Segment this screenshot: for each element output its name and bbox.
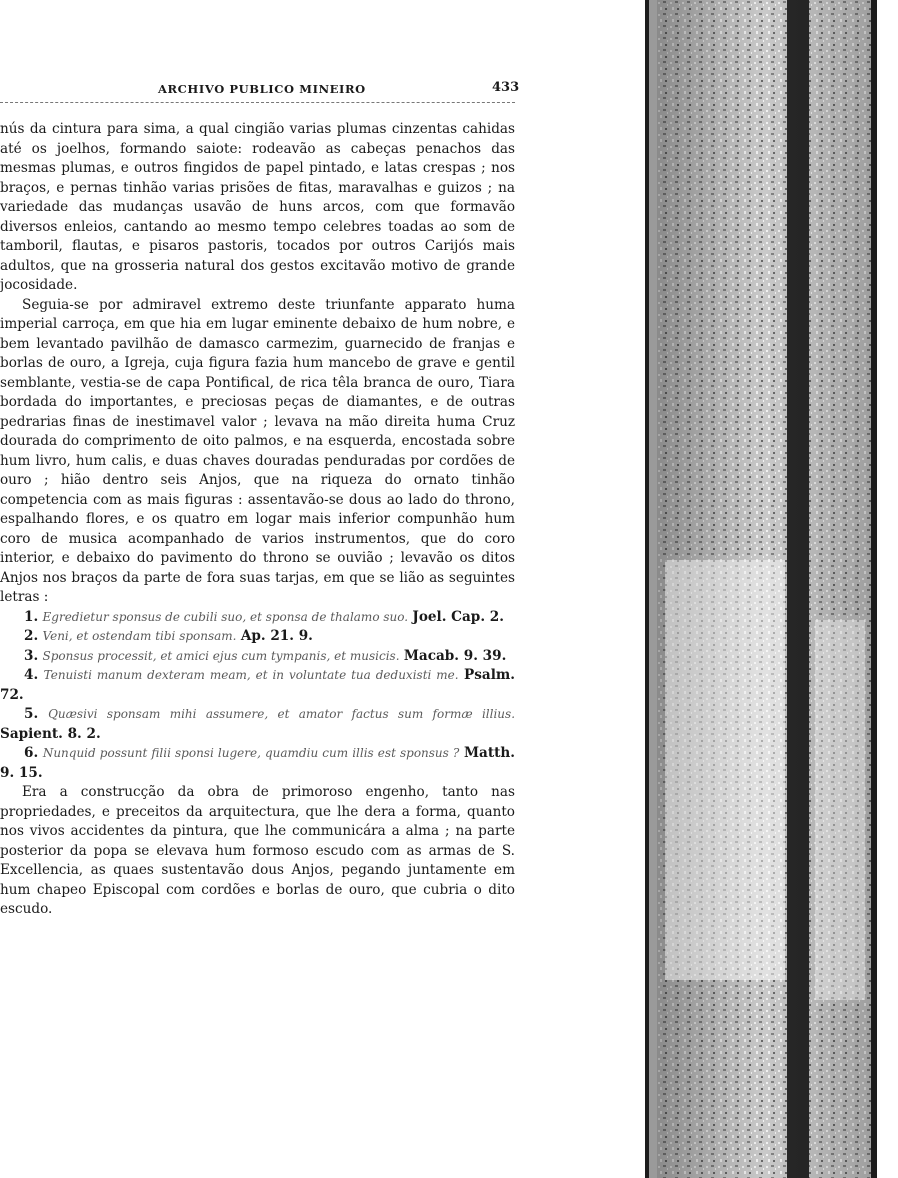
quotation-4: [0, 666, 515, 705]
quotation-number: 1.: [24, 608, 39, 625]
running-title: ARCHIVO PUBLICO MINEIRO: [158, 82, 366, 96]
quotation-reference: Psalm. 72.: [0, 667, 516, 703]
quotation-latin: Quæsivi sponsam mihi assumere, et amator factus sum formæ illius.: [48, 707, 516, 721]
quotation-number: 6.: [24, 745, 39, 761]
quotation-latin: Tenuisti manum dexteram meam, et in voluntate tua deduxisti me.: [43, 668, 459, 682]
quotation-reference: Ap. 21. 9.: [240, 628, 313, 644]
paragraph-1: nús da cintura para sima, a qual cingião varias plumas cinzentas cahidas até os joelhos, formando saiote: rodeavão as cabeças penachos das mesmas plumas, e outros fingidos de papel pintado, e latas crespas ; nos braços, e pernas tinhão varias prisões de fitas, maravalhas e guizos ; na variedade das mudanças usavão de huns arcos, com que formavão diversos enleios, cantando ao mesmo tempo celebres toadas ao som de tamboril, flautas, e pisaros pastoris, tocados por outros Carijós mais adultos, que na grosseria natural dos gestos excitavão motivo de grande jocosidade.: [0, 121, 515, 293]
page-number: 433: [492, 80, 520, 95]
body-text: [0, 120, 515, 920]
scanned-book-edge-graphic: [645, 0, 898, 1178]
quotation-6: [0, 744, 515, 783]
quotation-number: 3.: [24, 647, 39, 664]
quotation-latin: Sponsus processit, et amici ejus cum tympanis, et musicis.: [42, 648, 400, 663]
paragraph-2: Seguia-se por admiravel extremo deste triunfante apparato huma imperial carroça, em que hia em lugar eminente debaixo de hum nobre, e bem levantado pavilhão de damasco carmezim, guarnecido de franjas e borlas de ouro, a Igreja, cuja figura fazia hum mancebo de grave e gentil semblante, vestia-se de capa Pontifical, de rica têla branca de ouro, Tiara bordada do importantes, e preciosas peças de diamantes, e de outras pedrarias finas de inestimavel valor ; levava na mão direita huma Cruz dourada do comprimento de oito palmos, e na esquerda, encostada sobre hum livro, hum calis, e duas chaves douradas penduradas por cordões de ouro ; hião dentro seis Anjos, que na riqueza do ornato tinhão competencia com as mais figuras : assentavão-se dous ao lado do throno, espalhando flores, e os quatro em logar mais inferior compunhão hum coro de musica acompanhado de varios instrumentos, que do coro interior, e debaixo do pavimento do throno se ouvião ; levavão os ditos Anjos nos braços da parte de fora suas tarjas, em que se lião as seguintes letras :: [0, 296, 515, 605]
quotation-latin: Nunquid possunt filii sponsi lugere, quamdiu cum illis est sponsus ?: [42, 746, 460, 760]
quotation-latin: Egredietur sponsus de cubili suo, et sponsa de thalamo suo.: [42, 609, 409, 624]
quotation-latin: Veni, et ostendam tibi sponsam.: [42, 629, 237, 643]
spine-gutter: [649, 0, 657, 1178]
quotation-number: 5.: [24, 706, 39, 722]
page-header: [0, 80, 520, 103]
quotation-reference: Matth. 9. 15.: [0, 745, 515, 781]
spine-fade-patch: [665, 560, 785, 980]
quotation-2: [0, 627, 515, 647]
book-spine-scan: [645, 0, 898, 1178]
quotation-1: [0, 608, 515, 628]
quotation-5: [0, 705, 515, 744]
quotation-number: 4.: [24, 667, 39, 683]
quotation-reference: Joel. Cap. 2.: [412, 608, 504, 625]
quotation-number: 2.: [24, 628, 39, 644]
quotation-reference: Macab. 9. 39.: [403, 647, 507, 664]
closing-paragraph: Era a construcção da obra de primoroso engenho, tanto nas propriedades, e preceitos da arquitectura, que lhe dera a forma, quanto nos vivos accidentes da pintura, que lhe communicára a alma ; na parte posterior da popa se elevava hum formoso escudo com as armas de S. Excellencia, as quaes sustentavão dous Anjos, pegando juntamente em hum chapeo Episcopal com cordões e borlas de ouro, que cubria o dito escudo.: [0, 784, 515, 917]
spine-edge-line: [645, 0, 649, 1178]
spine-right-line: [871, 0, 877, 1178]
spine-fade-patch: [815, 620, 865, 1000]
quotation-3: [0, 647, 515, 667]
quotation-reference: Sapient. 8. 2.: [0, 725, 101, 742]
